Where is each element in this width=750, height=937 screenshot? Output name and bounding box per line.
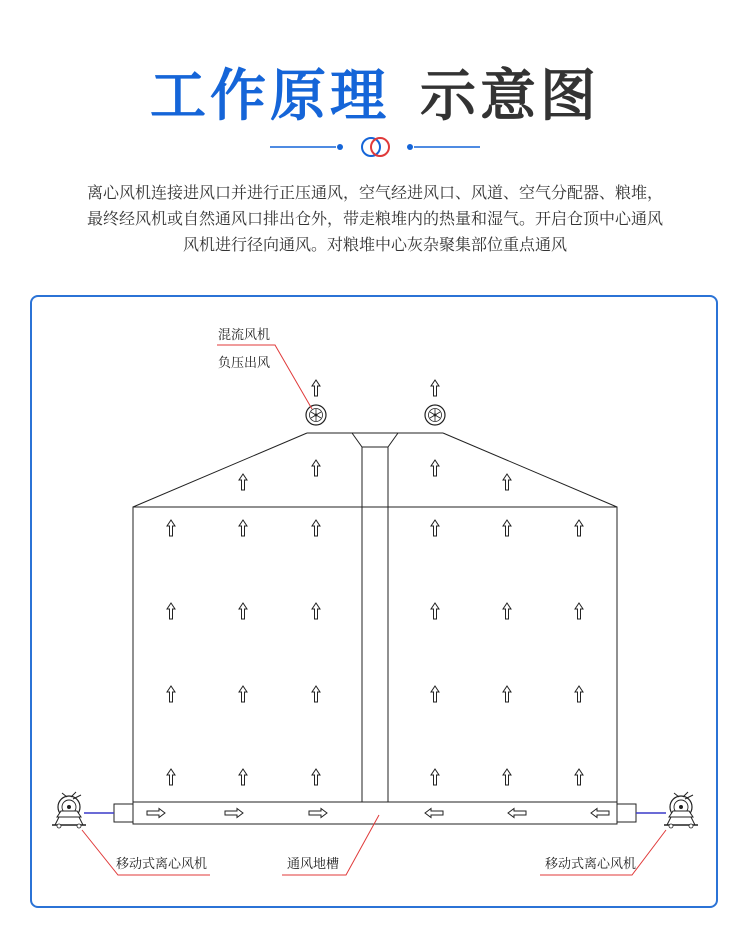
right-blower-icon [664,792,698,828]
label-negative-pressure: 负压出风 [218,356,271,371]
description-line-2: 最终经风机或自然通风口排出仓外，带走粮堆内的热量和湿气。开启仓顶中心通风 [86,209,663,228]
description-line-1: 离心风机连接进风口并进行正压通风，空气经进风口、风道、空气分配器、粮堆， [86,183,663,202]
top-fan-right-icon [425,405,445,425]
title-part2: 示意图 [420,64,600,129]
silo-structure [133,433,617,802]
label-left-blower: 移动式离心风机 [116,857,208,872]
title-part1: 工作原理 [150,64,390,129]
label-duct: 通风地槽 [287,857,340,872]
label-right-blower: 移动式离心风机 [545,857,637,872]
ventilation-duct [114,802,636,824]
airflow-arrows [147,380,609,818]
top-fan-left-icon [306,405,326,425]
left-blower-icon [52,792,86,828]
label-top-fan: 混流风机 [218,328,271,343]
description-line-3: 风机进行径向通风。对粮堆中心灰杂聚集部位重点通风 [182,235,567,254]
